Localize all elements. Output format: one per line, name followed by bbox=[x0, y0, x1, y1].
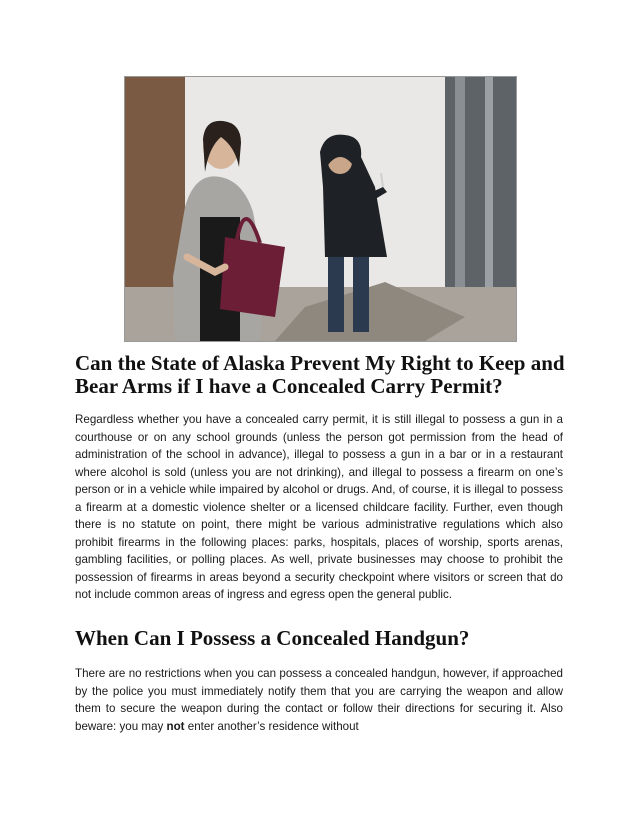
paragraph-emphasis: not bbox=[166, 719, 185, 733]
section-paragraph-possession bbox=[75, 665, 563, 747]
paragraph-text-after: enter another’s residence without bbox=[184, 719, 359, 733]
photo-illustration bbox=[125, 77, 516, 341]
section-paragraph-restrictions: Regardless whether you have a concealed carry permit, it is still illegal to possess a gun in a courthouse or on any school grounds (unless the person got permission from the head of administration of the school in advance), illegal to possess a gun in a bar or in a restaurant where alcohol is sold (unless you are not drinking), and illegal to possess a firearm on one’s person or in a vehicle while impaired by alcohol or drugs. And, of course, it is illegal to possess a firearm at a domestic violence shelter or a licensed childcare facility. Further, even though there is no statute on point, there might be various administrative regulations which also prohibit firearms in the following places: parks, hospitals, places of worship, sports arenas, gambling facilities, or polling places. As well, private businesses may choose to prohibit the possession of firearms in areas beyond a security checkpoint where visitors or screen that do not include common areas of ingress and egress open the general public. bbox=[75, 413, 563, 601]
section-heading-possess-handgun: When Can I Possess a Concealed Handgun? bbox=[75, 626, 470, 650]
paragraph-text-before: There are no restrictions when you can possess a concealed handgun, however, if approached by the police you must immediately notify them that you are carrying the weapon and allow them to secure the weapon during the contact or follow their directions for securing it. Also beware: you may bbox=[75, 667, 563, 733]
section-heading-concealed-carry: Can the State of Alaska Prevent My Right to Keep and Bear Arms if I have a Concealed Carry Permit? bbox=[75, 351, 565, 398]
header-photo bbox=[124, 76, 517, 342]
